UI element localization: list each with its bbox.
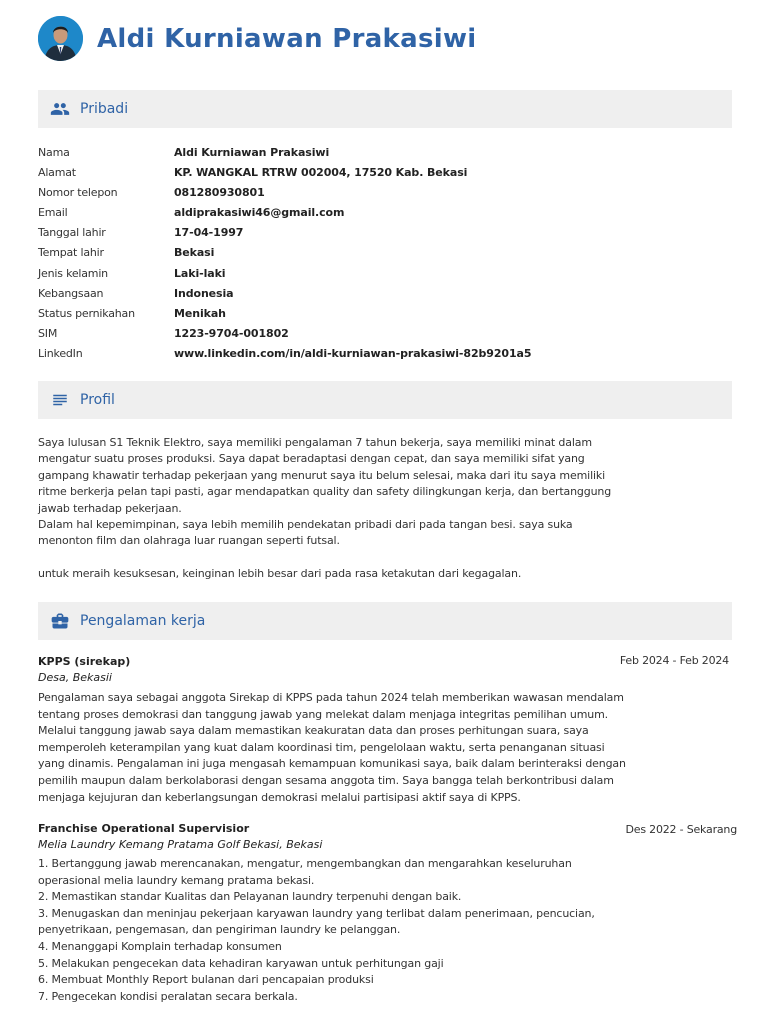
detail-value: Indonesia — [174, 286, 234, 300]
detail-row-email — [38, 206, 732, 226]
section-title: Pengalaman kerja — [80, 613, 206, 629]
avatar — [38, 16, 83, 61]
job-duty-item: 3. Menugaskan dan meninjau pekerjaan karyawan laundry yang terlibat dalam penerimaan, pencucian, penyetrikaan, pengemasan, dan pengiriman laundry ke pelanggan. — [38, 906, 595, 937]
detail-value: 17-04-1997 — [174, 226, 244, 240]
detail-label: Tanggal lahir — [38, 226, 106, 240]
lines-icon — [50, 390, 70, 410]
detail-value: 1223-9704-001802 — [174, 326, 289, 340]
detail-row-jenis-kelamin — [38, 267, 732, 287]
section-title: Pribadi — [80, 101, 129, 117]
detail-row-nama — [38, 146, 732, 166]
job-duty-item: 5. Melakukan pengecekan data kehadiran karyawan untuk perhitungan gaji — [38, 956, 444, 970]
job-dates: Feb 2024 - Feb 2024 — [619, 654, 729, 667]
detail-label: Tempat lahir — [38, 246, 104, 260]
detail-value: 081280930801 — [174, 186, 265, 200]
detail-label: Kebangsaan — [38, 286, 104, 300]
detail-row-kebangsaan — [38, 287, 732, 307]
job-duty-item: 2. Memastikan standar Kualitas dan Pelayanan laundry terpenuhi dengan baik. — [38, 890, 462, 904]
people-icon — [50, 99, 70, 119]
section-header-pengalaman — [38, 602, 732, 640]
job-description — [38, 690, 628, 806]
profile-paragraph: Dalam hal kepemimpinan, saya lebih memilih pendekatan pribadi dari pada tangan besi. saya suka menonton film dan olahraga luar ruangan seperti futsal. — [38, 518, 573, 548]
job-duty-item: 1. Bertanggung jawab merencanakan, mengatur, mengembangkan dan mengarahkan keseluruhan operasional melia laundry kemang pratama bekasi. — [38, 857, 572, 887]
detail-row-tempat-lahir — [38, 246, 732, 266]
detail-row-alamat — [38, 166, 732, 186]
job-company: Melia Laundry Kemang Pratama Golf Bekasi, Bekasi — [38, 838, 323, 851]
briefcase-icon — [50, 611, 70, 631]
job-duty-item: 6. Membuat Monthly Report bulanan dari pencapaian produksi — [38, 973, 374, 987]
detail-value: Laki-laki — [174, 266, 226, 280]
detail-row-sim — [38, 327, 732, 347]
detail-label: Jenis kelamin — [38, 266, 108, 280]
job-description-text: Pengalaman saya sebagai anggota Sirekap di KPPS pada tahun 2024 telah memberikan wawasan mendalam tentang proses demokrasi dan tanggung jawab yang melekat dalam menjaga integritas pemilihan umum. Melalui tanggung jawab saya dalam memastikan keakuratan data dan proses perhitungan suara, saya memperoleh keterampilan yang kuat dalam koordinasi tim, pengelolaan waktu, serta penanganan situasi yang dinamis. Pengalaman ini juga mengasah kemampuan komunikasi saya, baik dalam berinteraksi dengan pemilih maupun dalam berkolaborasi dengan sesama anggota tim. Saya bangga telah berkontribusi dalam menjaga kejujuran dan keberlangsungan demokrasi melalui partisipasi aktif saya di KPPS. — [38, 691, 626, 804]
detail-row-tanggal-lahir — [38, 226, 732, 246]
detail-row-telepon — [38, 186, 732, 206]
detail-label: Status pernikahan — [38, 306, 135, 320]
detail-value: Menikah — [174, 306, 226, 320]
detail-label: Nomor telepon — [38, 186, 118, 200]
personal-details — [38, 146, 732, 367]
detail-row-status — [38, 307, 732, 327]
page-title: Aldi Kurniawan Prakasiwi — [97, 23, 477, 54]
detail-label: LinkedIn — [38, 346, 83, 360]
job-title: KPPS (sirekap) — [38, 655, 131, 668]
job-duty-item: 7. Pengecekan kondisi peralatan secara berkala. — [38, 989, 298, 1003]
section-header-pribadi — [38, 90, 732, 128]
job-title: Franchise Operational Supervisior — [38, 822, 250, 835]
section-header-profil — [38, 381, 732, 419]
detail-value: Aldi Kurniawan Prakasiwi — [174, 146, 330, 159]
detail-value: KP. WANGKAL RTRW 002004, 17520 Kab. Bekasi — [174, 166, 468, 180]
resume-header — [38, 16, 477, 61]
detail-value: Bekasi — [174, 246, 215, 260]
profile-paragraph: untuk meraih kesuksesan, keinginan lebih besar dari pada rasa ketakutan dari kegagalan. — [38, 566, 522, 580]
section-title: Profil — [80, 392, 115, 408]
linkedin-link[interactable]: www.linkedin.com/in/aldi-kurniawan-prakasiwi-82b9201a5 — [174, 346, 532, 360]
detail-label: Alamat — [38, 166, 76, 180]
detail-row-linkedin — [38, 347, 732, 367]
job-description — [38, 856, 628, 1005]
detail-label: Email — [38, 206, 68, 220]
job-company: Desa, Bekasii — [38, 671, 112, 684]
detail-value: aldiprakasiwi46@gmail.com — [174, 206, 345, 220]
job-dates: Des 2022 - Sekarang — [625, 823, 737, 836]
job-duty-item: 4. Menanggapi Komplain terhadap konsumen — [38, 939, 282, 953]
detail-label: SIM — [38, 326, 58, 340]
job-entry — [38, 822, 628, 1005]
profile-text — [38, 435, 628, 582]
job-entry — [38, 655, 628, 806]
profile-paragraph: Saya lulusan S1 Teknik Elektro, saya memiliki pengalaman 7 tahun bekerja, saya memiliki minat dalam mengatur suatu proses produksi. Saya dapat beradaptasi dengan cepat, dan saya memiliki sifat yang gampang khawatir terhadap pekerjaan yang menurut saya itu belum selesai, maka dari itu saya memiliki ritme berkerja pelan tapi pasti, agar mendapatkan quality dan safety dilingkungan kerja, dan bertanggung jawab terhadap pekerjaan. — [38, 436, 612, 515]
detail-label: Nama — [38, 146, 70, 159]
